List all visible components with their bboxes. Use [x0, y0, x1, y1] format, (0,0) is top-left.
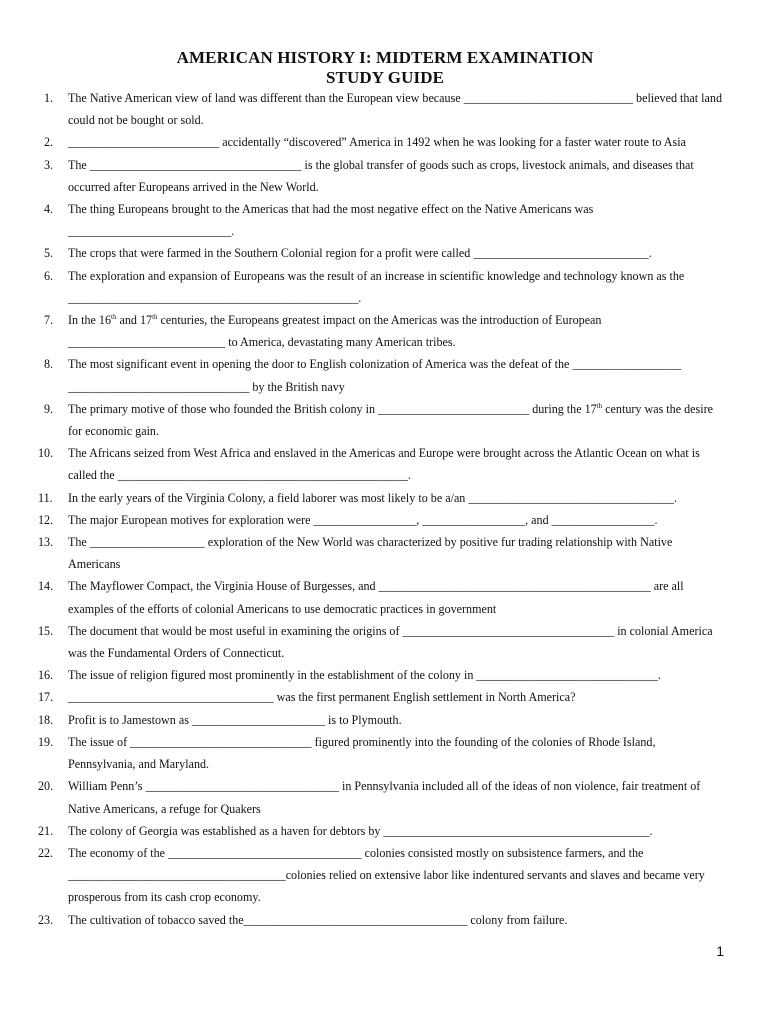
question-item	[0, 820, 770, 842]
question-item	[0, 487, 770, 509]
question-item	[0, 909, 770, 931]
question-text: The issue of ______________________________ figured prominently into the founding of the colonies of Rhode Island, Pennsylvania, and Maryland.	[68, 734, 656, 772]
question-item	[0, 131, 770, 153]
question-number: 16.	[38, 668, 54, 683]
question-text: The colony of Georgia was established as a haven for debtors by ____________________________________________.	[68, 823, 653, 838]
question-item	[0, 620, 770, 664]
page-number: 1	[716, 943, 724, 959]
question-item	[0, 842, 770, 909]
question-item	[0, 664, 770, 686]
question-text: The Native American view of land was different than the European view because ____________________________ believed that land could not be bought or sold.	[68, 91, 722, 128]
question-number: 14.	[38, 579, 54, 594]
question-text: The document that would be most useful in examining the origins of ___________________________________ in colonial America was the Fundamental Orders of Connecticut.	[68, 623, 713, 661]
question-item	[0, 154, 770, 198]
question-text: The Africans seized from West Africa and enslaved in the Americas and Europe were brought across the Atlantic Ocean on what is called the ________________________________________________.	[68, 446, 700, 483]
question-number: 8.	[44, 357, 54, 372]
question-text: The crops that were farmed in the Southern Colonial region for a profit were called _____________________________.	[68, 246, 652, 261]
page-title: AMERICAN HISTORY I: MIDTERM EXAMINATION	[176, 48, 594, 67]
question-item	[0, 709, 770, 731]
question-number: 15.	[38, 623, 54, 638]
page-subtitle: STUDY GUIDE	[325, 68, 445, 87]
question-text: _________________________ accidentally “discovered” America in 1492 when he was looking for a faster water route to Asia	[68, 135, 686, 150]
question-item	[0, 309, 770, 353]
question-number: 4.	[44, 202, 54, 217]
question-item	[0, 731, 770, 775]
question-text-end: century was the desire for economic gain.	[68, 401, 713, 439]
question-number: 9.	[44, 401, 54, 416]
question-number: 5.	[44, 246, 54, 261]
question-item	[0, 353, 770, 397]
question-text: The most significant event in opening the door to English colonization of America was the defeat of the __________________ ______________________________ by the British navy	[68, 357, 682, 394]
question-text: The ___________________ exploration of the New World was characterized by positive fur trading relationship with Native Americans	[68, 535, 673, 572]
question-number: 12.	[38, 512, 54, 527]
question-number: 1.	[44, 91, 54, 105]
superscript-th: th	[111, 313, 117, 322]
question-item	[0, 531, 770, 575]
question-number: 17.	[38, 690, 54, 705]
question-number: 10.	[38, 446, 54, 461]
question-text: The ___________________________________ is the global transfer of goods such as crops, livestock animals, and diseases that occurred after Europeans arrived in the New World.	[68, 157, 694, 194]
question-text: The major European motives for exploration were _________________, _________________, and _________________.	[68, 512, 658, 527]
question-number: 20.	[38, 779, 54, 794]
question-text-middle: and 17	[116, 313, 153, 328]
question-item	[0, 775, 770, 819]
question-item	[0, 442, 770, 486]
question-text: The thing Europeans brought to the Americas that had the most negative effect on the Native Americans was ___________________________.	[68, 202, 594, 239]
question-item	[0, 265, 770, 309]
question-number: 7.	[44, 313, 54, 328]
question-item	[0, 242, 770, 264]
question-item	[0, 575, 770, 619]
question-text: The cultivation of tobacco saved the_____________________________________ colony from failure.	[68, 912, 568, 927]
question-text-start: The primary motive of those who founded the British colony in _________________________ during the 17	[68, 401, 597, 416]
question-item	[0, 198, 770, 242]
question-item	[0, 398, 770, 442]
question-text: The economy of the ________________________________ colonies consisted mostly on subsistence farmers, and the ____________________________________colonies relied on extensive labor like indentured servants and slaves and became very prosperous from its cash crop economy.	[68, 845, 705, 905]
question-number: 13.	[38, 535, 54, 550]
question-text: The exploration and expansion of Europeans was the result of an increase in scientific knowledge and technology known as the ________________________________________________.	[68, 268, 685, 305]
question-number: 6.	[44, 268, 54, 283]
question-item	[0, 509, 770, 531]
question-number: 23.	[38, 912, 54, 927]
question-text: The Mayflower Compact, the Virginia House of Burgesses, and _____________________________________________ are all examples of the efforts of colonial Americans to use democratic practices in government	[68, 579, 684, 616]
question-text: William Penn’s ________________________________ in Pennsylvania included all of the ideas of non violence, fair treatment of Native Americans, a refuge for Quakers	[68, 779, 701, 816]
question-number: 2.	[44, 135, 54, 150]
question-text: __________________________________ was the first permanent English settlement in North America?	[68, 690, 576, 705]
question-text: The issue of religion figured most prominently in the establishment of the colony in ______________________________.	[68, 668, 661, 683]
question-text: In the early years of the Virginia Colony, a field laborer was most likely to be a/an __________________________________.	[68, 490, 677, 505]
question-item	[0, 87, 770, 131]
question-item	[0, 686, 770, 708]
superscript-th: th	[596, 401, 603, 410]
question-list	[0, 87, 770, 931]
question-number: 11.	[38, 490, 53, 505]
superscript-th: th	[152, 313, 158, 322]
question-number: 3.	[44, 157, 54, 172]
question-text: Profit is to Jamestown as ______________________ is to Plymouth.	[68, 712, 402, 727]
question-text-start: In the 16	[68, 313, 111, 328]
question-number: 21.	[38, 823, 54, 838]
question-number: 19.	[38, 734, 54, 749]
question-number: 18.	[38, 712, 54, 727]
question-text-end: centuries, the Europeans greatest impact on the Americas was the introduction of European __________________________ to America, devastating many American tribes.	[68, 313, 602, 350]
question-number: 22.	[38, 845, 54, 860]
